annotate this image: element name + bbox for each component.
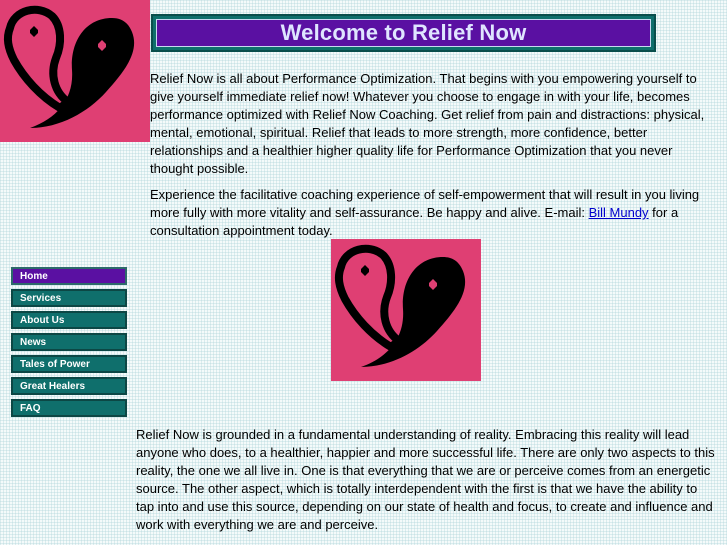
nav-item-great-healers[interactable]: Great Healers: [11, 377, 127, 395]
contact-paragraph: [150, 186, 710, 240]
heart-logo-icon: [0, 0, 150, 142]
reality-paragraph: Relief Now is grounded in a fundamental understanding of reality. Embracing this reality will lead anyone who does, to a healthier, happier and more successful life. There are only two aspects to this reality, the one we all live in. One is that everything that we are or perceive comes from an energetic source. The other aspect, which is totally interdependent with the first is that we have the ability to tap into and use this source, depending on our state of health and focus, to create and influence and work with everything we are and perceive.: [136, 427, 715, 532]
nav-item-about-us[interactable]: About Us: [11, 311, 127, 329]
page-title: Welcome to Relief Now: [280, 20, 527, 45]
nav-item-services[interactable]: Services: [11, 289, 127, 307]
heart-logo: [0, 0, 150, 142]
welcome-banner: [151, 14, 656, 52]
contact-text-before: Experience the facilitative coaching experience of self-empowerment that will result in you living more fully with more vitality and self-assurance. Be happy and alive. E-mail:: [150, 187, 700, 220]
sidebar-nav: [11, 267, 127, 421]
contact-text-after: for a consultation appointment today.: [150, 205, 679, 238]
nav-item-tales-of-power[interactable]: Tales of Power: [11, 355, 127, 373]
intro-paragraph: Relief Now is all about Performance Optimization. That begins with you empowering yourself to give yourself immediate relief now! Whatever you choose to engage in with your life, becomes performance optimized with Relief Now Coaching. Get relief from pain and distractions: physical, mental, emotional, spiritual. Relief that leads to more strength, more confidence, better relationships and a healthier higher quality life for Performance Optimization that you never thought possible.: [150, 71, 705, 176]
nav-item-faq[interactable]: FAQ: [11, 399, 127, 417]
heart-image-icon: [331, 239, 481, 381]
heart-image: [331, 239, 481, 381]
welcome-banner-inner: [156, 19, 651, 47]
email-link-bill-mundy[interactable]: Bill Mundy: [588, 205, 649, 220]
nav-item-news[interactable]: News: [11, 333, 127, 351]
nav-item-home[interactable]: Home: [11, 267, 127, 285]
